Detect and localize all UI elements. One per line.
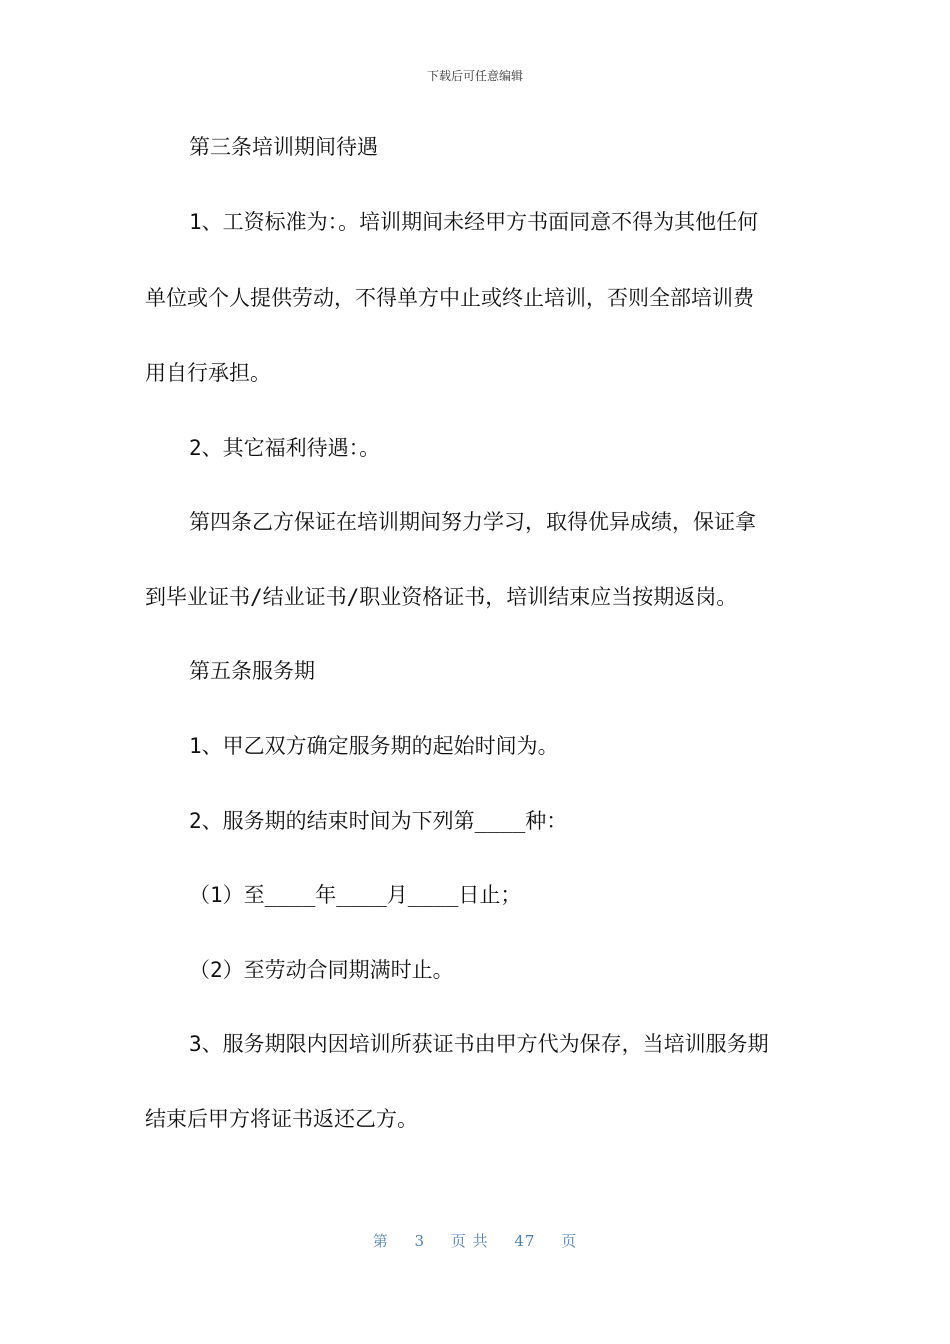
paragraph-line: 到毕业证书/结业证书/职业资格证书，培训结束应当按期返岗。 (145, 585, 738, 609)
article-4-line: 第四条乙方保证在培训期间努力学习，取得优异成绩，保证拿 (189, 510, 756, 534)
page-header: 下载后可任意编辑 (426, 69, 523, 83)
paragraph-line: 2、其它福利待遇：。 (189, 436, 381, 460)
paragraph-line: 1、工资标准为：。培训期间未经甲方书面同意不得为其他任何 (189, 210, 759, 234)
footer-label-total: 页 共 (450, 1232, 489, 1250)
paragraph-line: 2、服务期的结束时间为下列第____种： (189, 809, 568, 833)
paragraph-line: 3、服务期限内因培训所获证书由甲方代为保存，当培训服务期 (189, 1032, 769, 1056)
paragraph-line: 结束后甲方将证书返还乙方。 (145, 1107, 418, 1131)
footer-label-page: 第 (372, 1232, 389, 1250)
page-footer (0, 1230, 950, 1251)
article-3-heading: 第三条培训期间待遇 (189, 135, 378, 159)
footer-label-end: 页 (561, 1232, 578, 1250)
paragraph-line: 单位或个人提供劳动，不得单方中止或终止培训，否则全部培训费 (145, 286, 754, 310)
footer-current-page: 3 (414, 1232, 426, 1250)
footer-total-pages: 47 (514, 1232, 536, 1250)
article-5-heading: 第五条服务期 (189, 659, 315, 683)
paragraph-line: 1、甲乙双方确定服务期的起始时间为。 (189, 734, 559, 758)
paragraph-line: 用自行承担。 (145, 361, 271, 385)
paragraph-line: （1）至____年____月____日止； (189, 883, 522, 907)
paragraph-line: （2）至劳动合同期满时止。 (189, 958, 454, 982)
